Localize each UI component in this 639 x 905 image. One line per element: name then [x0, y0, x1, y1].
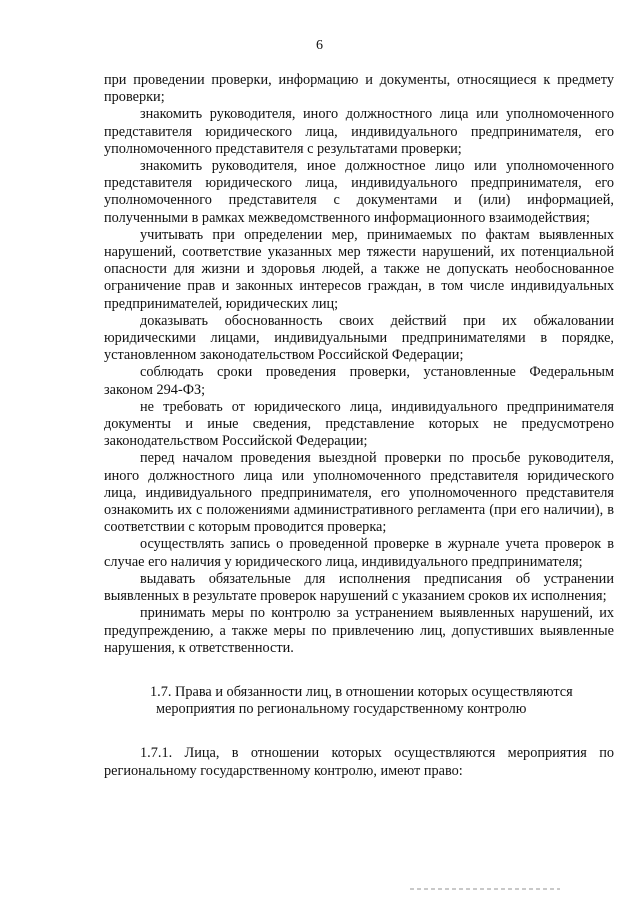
paragraph: знакомить руководителя, иное должностное лицо или уполномоченного представителя юридического лица, индивидуального предпринимателя, его уполномоченного представителя с документами и (или) информацией, полученными в рамках межведомственного информационного взаимодействия; — [104, 158, 614, 226]
paragraph: не требовать от юридического лица, индивидуального предпринимателя документы и иные сведения, представление которых не предусмотрено законодательством Российской Федерации; — [104, 398, 614, 450]
section-heading-line2: мероприятия по региональному государственному контролю — [156, 701, 527, 718]
section-heading-line1: 1.7. Права и обязанности лиц, в отношении которых осуществляются — [150, 683, 573, 700]
paragraph: доказывать обоснованность своих действий при их обжаловании юридическими лицами, индивидуальными предпринимателями в порядке, установленном законодательством Российской Федерации; — [104, 312, 614, 364]
paragraph: выдавать обязательные для исполнения предписания об устранении выявленных в результате проверок нарушений с указанием сроков их исполнения; — [104, 570, 614, 605]
paragraph: принимать меры по контролю за устранением выявленных нарушений, их предупреждению, а также меры по привлечению лиц, допустивших выявленные нарушения, к ответственности. — [104, 605, 614, 656]
paragraph: знакомить руководителя, иного должностного лица или уполномоченного представителя юридического лица, индивидуального предпринимателя, его уполномоченного представителя с результатами проверки; — [104, 106, 614, 157]
page-number: 6 — [316, 38, 323, 53]
paragraph: осуществлять запись о проведенной проверке в журнале учета проверок в случае его наличия у юридического лица, индивидуального предпринимателя; — [104, 536, 614, 570]
section-heading — [150, 684, 614, 718]
document-body — [104, 72, 614, 780]
paragraph: при проведении проверки, информацию и документы, относящиеся к предмету проверки; — [104, 72, 614, 106]
paragraph: соблюдать сроки проведения проверки, установленные Федеральным законом 294-ФЗ; — [104, 364, 614, 398]
scan-artifact — [410, 888, 560, 890]
paragraph: перед началом проведения выездной проверки по просьбе руководителя, иного должностного лица или уполномоченного представителя юридического лица, индивидуального предпринимателя, его уполномоченного представителя ознакомить их с положениями административного регламента (при его наличии), в соответствии с которым проводится проверка; — [104, 450, 614, 536]
closing-paragraph: 1.7.1. Лица, в отношении которых осуществляются мероприятия по региональному государственному контролю, имеют право: — [104, 745, 614, 779]
paragraph: учитывать при определении мер, принимаемых по фактам выявленных нарушений, соответствие указанных мер тяжести нарушений, их потенциальной опасности для жизни и здоровья людей, а также не допускать необоснованное ограничение прав и законных интересов граждан, в том числе индивидуальных предпринимателей, юридических лиц; — [104, 226, 614, 312]
